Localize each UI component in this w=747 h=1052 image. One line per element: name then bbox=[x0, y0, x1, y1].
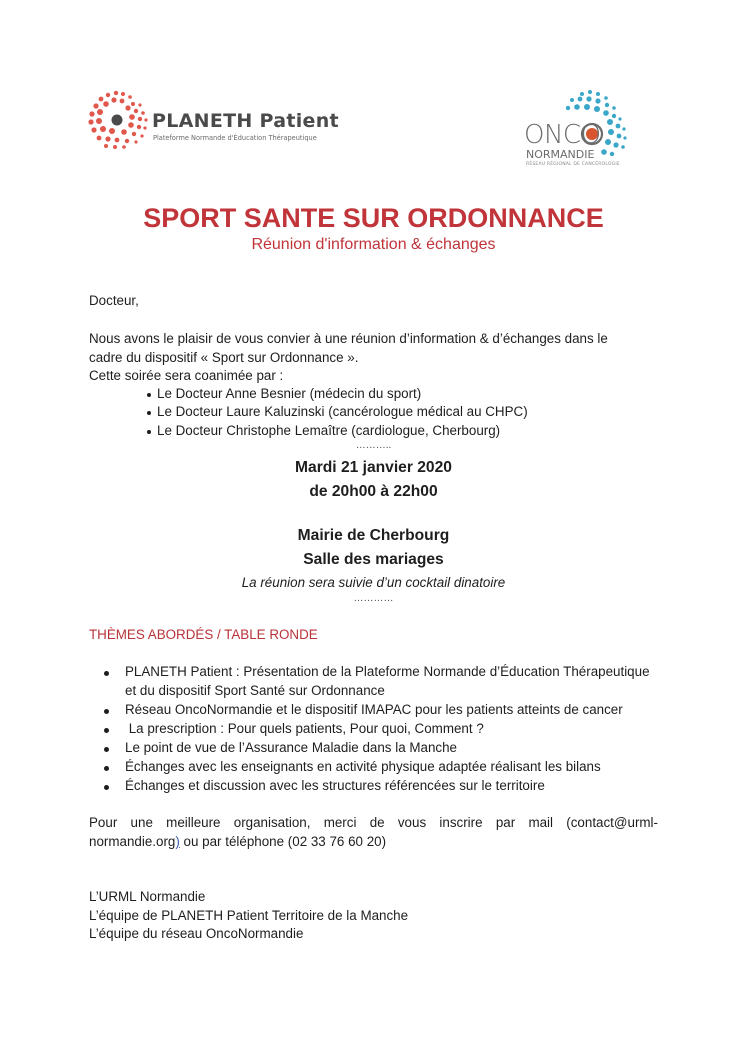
speaker-item: Le Docteur Christophe Lemaître (cardiologue, Cherbourg) bbox=[157, 423, 501, 438]
theme-item: Réseau OncoNormandie et le dispositif IMAPAC pour les patients atteints de cancer bbox=[125, 702, 623, 717]
theme-item: La prescription : Pour quels patients, Pour quoi, Comment ? bbox=[125, 721, 484, 736]
theme-item: Le point de vue de l’Assurance Maladie dans la Manche bbox=[125, 740, 458, 755]
theme-item: PLANETH Patient : Présentation de la Plateforme Normande d’Éducation Thérapeutique bbox=[125, 664, 650, 679]
salutation: Docteur, bbox=[89, 293, 139, 308]
theme-item-continued: et du dispositif Sport Santé sur Ordonnance bbox=[125, 683, 385, 698]
bullet-icon bbox=[104, 747, 109, 752]
theme-item: Échanges et discussion avec les structures référencées sur le territoire bbox=[125, 778, 545, 793]
bullet-icon bbox=[104, 671, 109, 676]
separator-dots: ………… bbox=[353, 593, 394, 604]
email-link-mark[interactable]: ) bbox=[175, 834, 180, 849]
signature-urml: L’URML Normandie bbox=[89, 889, 206, 904]
onco-logo-tagline: RÉSEAU RÉGIONAL DE CANCÉROLOGIE bbox=[526, 162, 620, 167]
planeth-swirl-icon bbox=[86, 88, 150, 150]
cocktail-note: La réunion sera suivie d’un cocktail dinatoire bbox=[241, 575, 506, 590]
page-title: SPORT SANTE SUR ORDONNANCE bbox=[143, 203, 604, 233]
theme-item: Échanges avec les enseignants en activité physique adaptée réalisant les bilans bbox=[125, 759, 601, 774]
event-venue: Mairie de Cherbourg bbox=[297, 527, 450, 544]
bullet-icon bbox=[147, 430, 151, 434]
event-date: Mardi 21 janvier 2020 bbox=[295, 459, 452, 476]
bullet-icon bbox=[104, 728, 109, 733]
event-time: de 20h00 à 22h00 bbox=[309, 483, 438, 500]
intro-line-3: Cette soirée sera coanimée par : bbox=[89, 368, 284, 383]
event-room: Salle des mariages bbox=[303, 551, 444, 568]
planeth-patient-logo bbox=[86, 88, 339, 150]
separator-dots: ……….. bbox=[355, 440, 392, 451]
bullet-icon bbox=[104, 766, 109, 771]
themes-heading: THÈMES ABORDÉS / TABLE RONDE bbox=[89, 627, 318, 642]
speaker-item: Le Docteur Laure Kaluzinski (cancérologue médical au CHPC) bbox=[157, 404, 528, 419]
registration-phone: ou par téléphone (02 33 76 60 20) bbox=[179, 834, 387, 849]
onconormandie-logo bbox=[512, 86, 652, 166]
speaker-item: Le Docteur Anne Besnier (médecin du sport) bbox=[157, 386, 422, 401]
bullet-icon bbox=[147, 411, 151, 415]
signature-planeth: L’équipe de PLANETH Patient Territoire de la Manche bbox=[89, 908, 409, 923]
planeth-logo-name: PLANETH Patient bbox=[152, 110, 339, 132]
intro-line-2: cadre du dispositif « Sport sur Ordonnance ». bbox=[89, 350, 359, 365]
bullet-icon bbox=[147, 393, 151, 397]
bullet-icon bbox=[104, 785, 109, 790]
intro-line-1: Nous avons le plaisir de vous convier à une réunion d’information & d’échanges dans le bbox=[89, 331, 608, 346]
registration-line-1: Pour une meilleure organisation, merci de vous inscrire par mail (contact@urml- bbox=[89, 815, 658, 830]
onco-logo-name-top: ONCO bbox=[524, 120, 601, 150]
onco-logo-name-bottom: NORMANDIE bbox=[526, 148, 595, 161]
registration-line-2 bbox=[89, 834, 386, 849]
signature-onconormandie: L’équipe du réseau OncoNormandie bbox=[89, 926, 304, 941]
planeth-logo-tagline: Plateforme Normande d'Éducation Thérapeutique bbox=[153, 134, 317, 142]
contact-email-link[interactable]: normandie.org bbox=[89, 834, 176, 849]
page-subtitle: Réunion d'information & échanges bbox=[251, 236, 496, 253]
bullet-icon bbox=[104, 709, 109, 714]
